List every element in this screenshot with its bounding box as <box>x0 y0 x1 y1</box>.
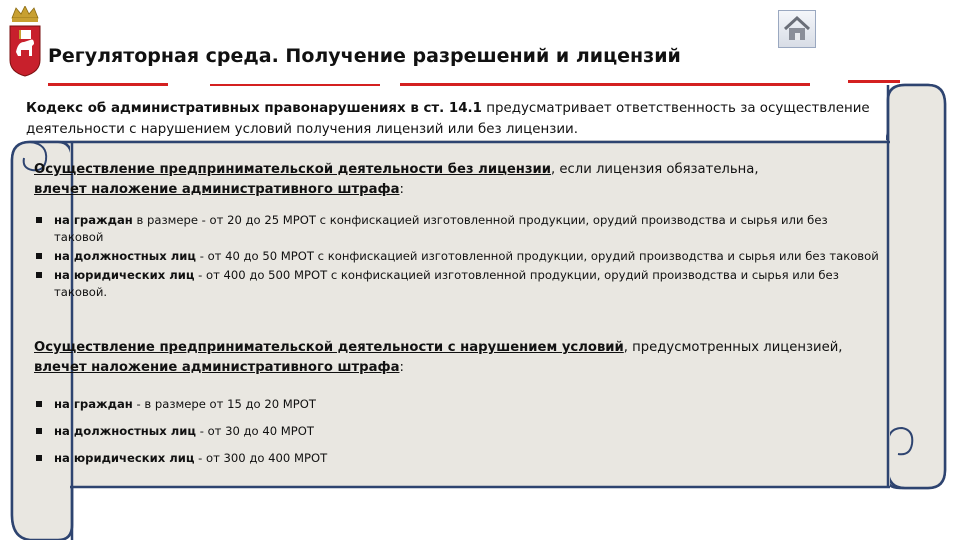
list-item <box>34 212 880 246</box>
list-item <box>34 423 880 440</box>
bullet-square-icon <box>36 401 42 407</box>
section2-consequence: влечет наложение административного штрафа <box>34 360 400 375</box>
list-item <box>34 396 880 413</box>
bullet-square-icon <box>36 428 42 434</box>
item-bold: на юридических лиц <box>54 268 195 282</box>
perm-coat-of-arms-icon <box>8 6 42 78</box>
title-underline-1 <box>48 83 168 86</box>
item-bold: на должностных лиц <box>54 249 197 263</box>
bullet-square-icon <box>36 217 42 223</box>
item-text: - от 300 до 400 МРОТ <box>194 451 328 465</box>
item-text: в размере - от 20 до 25 МРОТ с конфискацией изготовленной продукции, орудий производства и сырья или без таковой <box>54 213 828 244</box>
item-bold: на должностных лиц <box>54 424 197 438</box>
title-underline-2 <box>210 84 380 86</box>
section2-heading-rest: , предусмотренных лицензией, <box>623 340 843 355</box>
title-underline-4 <box>848 80 900 83</box>
section1-heading-underlined: Осуществление предпринимательской деятельности без лицензии <box>34 162 552 177</box>
intro-bold: Кодекс об административных правонарушениях в ст. 14.1 <box>26 101 482 116</box>
section1-consequence-rest: : <box>399 182 404 197</box>
bullet-square-icon <box>36 272 42 278</box>
item-text: - от 30 до 40 МРОТ <box>196 424 314 438</box>
item-text: - в размере от 15 до 20 МРОТ <box>132 397 316 411</box>
section1-heading <box>34 160 880 200</box>
section2-heading-underlined: Осуществление предпринимательской деятельности с нарушением условий <box>34 340 624 355</box>
list-item <box>34 450 880 467</box>
item-bold: на юридических лиц <box>54 451 195 465</box>
bullet-square-icon <box>36 253 42 259</box>
section2-list <box>34 396 880 467</box>
home-icon <box>779 11 815 47</box>
emblem <box>8 6 42 78</box>
intro-paragraph <box>26 98 906 140</box>
page-title: Регуляторная среда. Получение разрешений и лицензий <box>48 45 681 67</box>
item-bold: на граждан <box>54 213 133 227</box>
section-violation <box>34 338 880 467</box>
title-underline-3 <box>400 83 810 86</box>
intro-text: предусматривает ответственность за осуществление деятельности с нарушением условий получения лицензий или без лицензии. <box>26 101 870 137</box>
section2-heading <box>34 338 880 378</box>
scroll-right-roll <box>888 85 945 488</box>
home-button[interactable] <box>778 10 816 48</box>
item-bold: на граждан <box>54 397 133 411</box>
section-unlicensed <box>34 160 880 301</box>
item-text: - от 400 до 500 МРОТ с конфискацией изготовленной продукции, орудий производства и сырья или без таковой. <box>54 268 839 299</box>
list-item <box>34 267 880 301</box>
list-item <box>34 248 880 265</box>
section1-list <box>34 212 880 301</box>
bullet-square-icon <box>36 455 42 461</box>
item-text: - от 40 до 50 МРОТ с конфискацией изготовленной продукции, орудий производства и сырья или без таковой <box>196 249 879 263</box>
section1-consequence: влечет наложение административного штрафа <box>34 182 400 197</box>
section1-heading-rest: , если лицензия обязательна, <box>551 162 759 177</box>
section2-consequence-rest: : <box>399 360 404 375</box>
